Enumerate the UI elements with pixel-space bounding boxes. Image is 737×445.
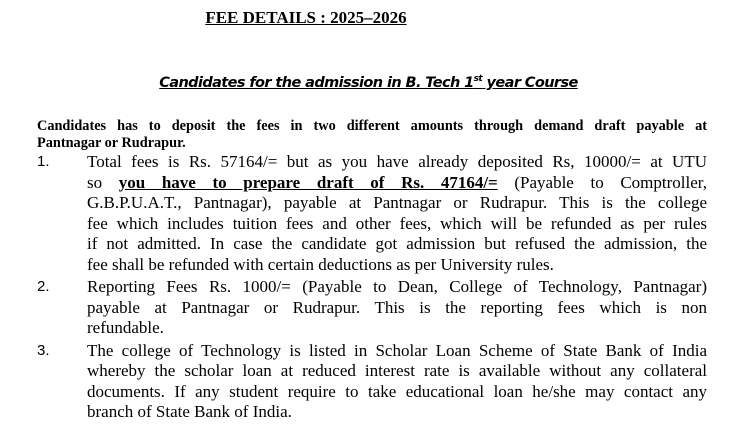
intro-paragraph [37,118,707,152]
text: so [87,172,119,192]
list-item-3 [37,341,707,423]
item-line: refundable. [87,318,164,337]
page-title: FEE DETAILS : 2025–2026 [205,8,407,27]
item-line: payable at Pantnagar or Rudrapur. This is the reporting fees which is non [87,297,707,317]
item-line: whereby the scholar loan at reduced interest rate is available without any collateral [87,361,707,380]
subtitle-text-end: year Course [482,74,578,91]
list-item-2 [37,277,707,339]
draft-amount-highlight: you have to prepare draft of Rs. 47164/= [118,172,498,192]
item-line: The college of Technology is listed in Scholar Loan Scheme of State Bank of India [87,340,707,360]
item-line: G.B.P.U.A.T., Pantnagar), payable at Pantnagar or Rudrapur. This is the college [87,193,707,212]
item-line: branch of State Bank of India. [87,402,292,421]
subtitle [0,74,737,91]
item-number: 2. [37,278,50,295]
item-line: fee which includes tuition fees and other fees, which will be refunded as per rules [87,213,707,233]
list-item-1 [37,152,707,275]
intro-line: Pantnagar or Rudrapur. [37,135,186,151]
item-line: Reporting Fees Rs. 1000/= (Payable to Dean, College of Technology, Pantnagar) [87,277,707,296]
item-line [87,173,707,194]
intro-line: Candidates has to deposit the fees in two different amounts through demand draft payable at [37,118,707,134]
text: (Payable to Comptroller, [497,172,707,192]
item-number: 1. [37,153,50,170]
subtitle-sup: st [473,74,483,84]
fee-list [37,152,707,423]
item-line: documents. If any student require to take educational loan he/she may contact any [87,381,707,401]
item-line: Total fees is Rs. 57164/= but as you have already deposited Rs, 10000/= at UTU [87,152,707,171]
subtitle-text: Candidates for the admission in B. Tech 1 [159,74,474,91]
item-line: fee shall be refunded with certain deductions as per University rules. [87,254,554,274]
item-line: if not admitted. In case the candidate got admission but refused the admission, the [87,234,707,253]
item-number: 3. [37,341,50,359]
